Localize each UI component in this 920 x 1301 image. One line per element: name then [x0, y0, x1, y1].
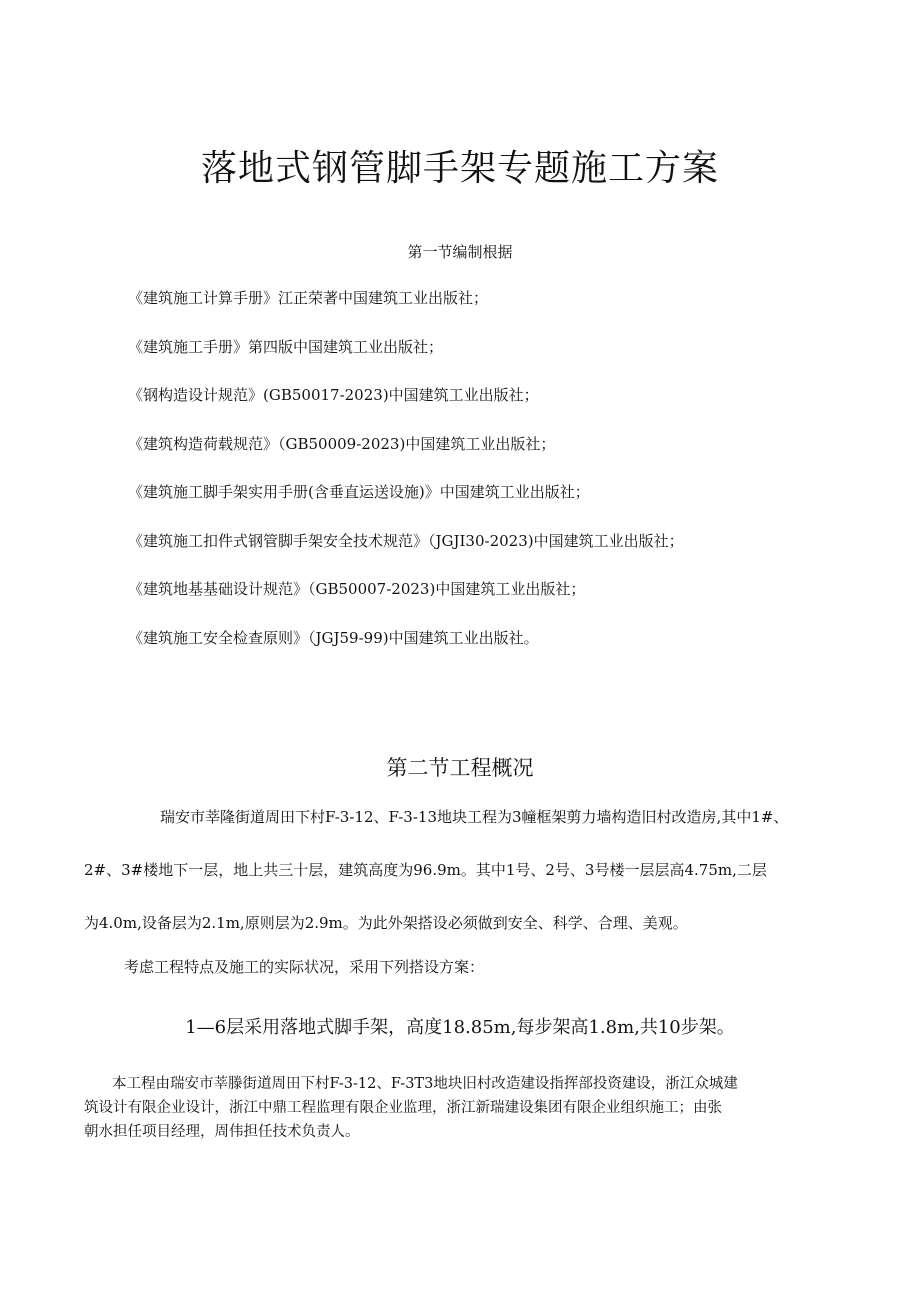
reference-item: 《钢构造设计规范》(GB50017-2023)中国建筑工业出版社；	[128, 386, 539, 404]
reference-item: 《建筑施工扣件式钢管脚手架安全技术规范》（JGJI30-2023)中国建筑工业出版社；	[128, 531, 684, 550]
reference-item: 《建筑施工安全检查原则》（JGJ59-99)中国建筑工业出版社。	[128, 628, 539, 647]
parties-line: 筑设计有限企业设计，浙江中鼎工程监理有限企业监理，浙江新瑞建设集团有限企业组织施工；由张	[84, 1100, 722, 1116]
overview-line: 2#、3#楼地下一层，地上共三十层，建筑高度为96.9m。其中1号、2号、3号楼一层层高4.75m,二层	[84, 861, 767, 879]
section1-heading: 第一节编制根据	[407, 243, 513, 261]
consider-paragraph: 考虑工程特点及施工的实际状况，采用下列搭设方案：	[124, 958, 485, 976]
overview-line: 为4.0m,设备层为2.1m,原则层为2.9m。为此外架搭设必须做到安全、科学、合理、美观。	[84, 914, 688, 932]
reference-item: 《建筑地基基础设计规范》（GB50007-2023)中国建筑工业出版社；	[128, 580, 586, 598]
overview-line: 瑞安市莘隆街道周田下村F-3-12、F-3-13地块工程为3幢框架剪力墙构造旧村改造房,其中1#、	[160, 808, 789, 826]
document-title: 落地式钢管脚手架专题施工方案	[200, 148, 719, 189]
parties-line: 本工程由瑞安市莘滕街道周田下村F-3-12、F-3T3地块旧村改造建设指挥部投资建设，浙江众城建	[112, 1076, 738, 1092]
reference-item: 《建筑施工手册》第四版中国建筑工业出版社；	[128, 337, 444, 356]
reference-item: 《建筑构造荷载规范》（GB50009-2023)中国建筑工业出版社；	[128, 434, 556, 453]
parties-line: 朝水担任项目经理，周伟担任技术负责人。	[84, 1124, 360, 1140]
section2-heading: 第二节工程概况	[386, 756, 534, 780]
scaffold-scheme: 1—6层采用落地式脚手架，高度18.85m,每步架高1.8m,共10步架。	[185, 1017, 735, 1038]
reference-item: 《建筑施工计算手册》江正荣著中国建筑工业出版社；	[128, 289, 489, 307]
reference-list	[128, 287, 828, 675]
project-overview-paragraph	[84, 805, 840, 951]
project-parties-paragraph	[84, 1072, 844, 1144]
reference-item: 《建筑施工脚手架实用手册(含垂直运送设施)》中国建筑工业出版社；	[128, 483, 590, 501]
